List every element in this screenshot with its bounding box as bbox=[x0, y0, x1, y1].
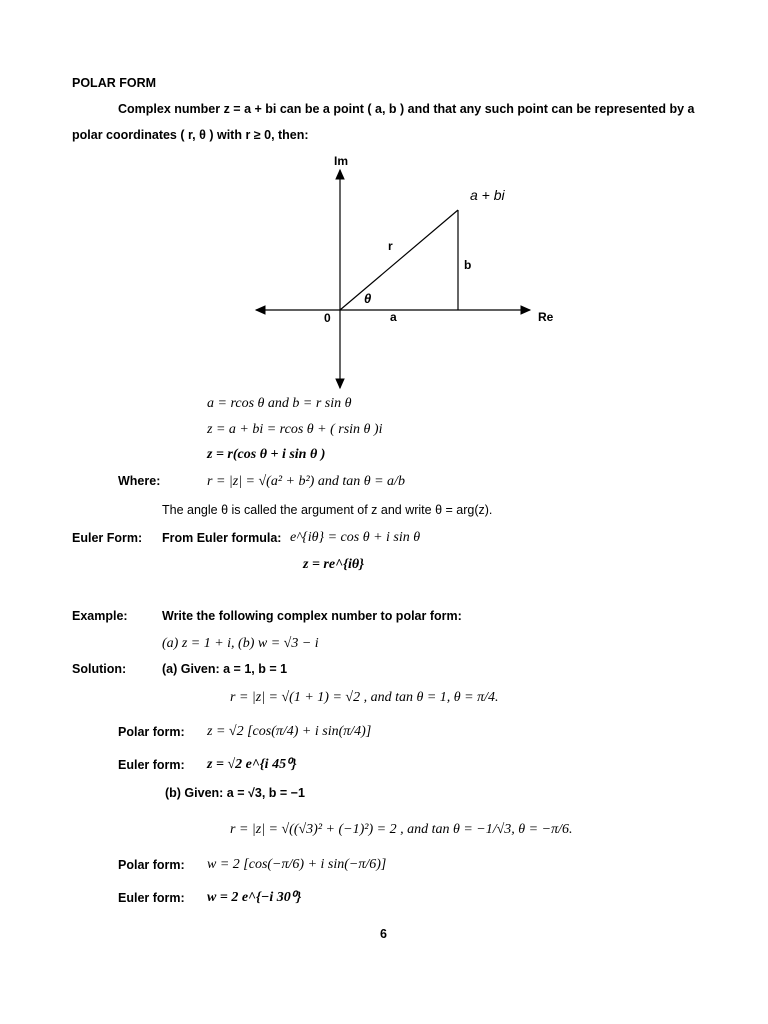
solution-a-euler-label: Euler form: bbox=[118, 758, 185, 772]
page-number: 6 bbox=[380, 927, 387, 941]
euler-formula: e^{iθ} = cos θ + i sin θ bbox=[290, 530, 421, 545]
relation-a-b: a = rcos θ and b = r sin θ bbox=[207, 396, 352, 411]
intro-line-1: Complex number z = a + bi can be a point ( a, b ) and that any such point can be represented by a bbox=[118, 102, 695, 116]
relation-z-expanded: z = a + bi = rcos θ + ( rsin θ )i bbox=[207, 422, 383, 437]
euler-description: From Euler formula: bbox=[162, 531, 282, 545]
polar-diagram bbox=[240, 150, 560, 400]
modulus-formula: r = |z| = √(a² + b²) and tan θ = a/b bbox=[207, 474, 405, 489]
radius-line bbox=[340, 210, 458, 310]
b-label: b bbox=[464, 258, 472, 272]
section-heading: POLAR FORM bbox=[72, 76, 157, 90]
euler-form-label: Euler Form: bbox=[72, 531, 143, 545]
solution-a-modulus: r = |z| = √(1 + 1) = √2 , and tan θ = 1, θ = π/4. bbox=[230, 690, 499, 705]
origin-label: 0 bbox=[324, 311, 331, 325]
re-label: Re bbox=[538, 310, 554, 324]
solution-b-modulus: r = |z| = √((√3)² + (−1)²) = 2 , and tan θ = −1/√3, θ = −π/6. bbox=[230, 822, 573, 837]
r-label: r bbox=[388, 239, 393, 253]
solution-a-polar: z = √2 [cos(π/4) + i sin(π/4)] bbox=[207, 724, 372, 739]
solution-b-polar-label: Polar form: bbox=[118, 858, 185, 872]
theta-label: θ bbox=[364, 291, 372, 306]
euler-result: z = re^{iθ} bbox=[303, 557, 364, 572]
intro-line-2: polar coordinates ( r, θ ) with r ≥ 0, then: bbox=[72, 128, 309, 142]
point-label: a + bi bbox=[470, 187, 505, 203]
solution-a-euler: z = √2 e^{i 45⁰} bbox=[207, 757, 297, 772]
solution-a-given: (a) Given: a = 1, b = 1 bbox=[162, 662, 288, 676]
solution-b-polar: w = 2 [cos(−π/6) + i sin(−π/6)] bbox=[207, 857, 387, 872]
where-label: Where: bbox=[118, 474, 161, 488]
example-parts: (a) z = 1 + i, (b) w = √3 − i bbox=[162, 636, 319, 651]
im-label: Im bbox=[334, 154, 349, 168]
example-label: Example: bbox=[72, 609, 128, 623]
example-task: Write the following complex number to polar form: bbox=[162, 609, 462, 623]
solution-b-euler: w = 2 e^{−i 30⁰} bbox=[207, 890, 302, 905]
a-label: a bbox=[390, 310, 397, 324]
solution-label: Solution: bbox=[72, 662, 127, 676]
argument-note: The angle θ is called the argument of z and write θ = arg(z). bbox=[162, 503, 493, 517]
solution-b-given: (b) Given: a = √3, b = −1 bbox=[165, 786, 305, 800]
solution-a-polar-label: Polar form: bbox=[118, 725, 185, 739]
relation-polar-form: z = r(cos θ + i sin θ ) bbox=[207, 447, 326, 462]
solution-b-euler-label: Euler form: bbox=[118, 891, 185, 905]
